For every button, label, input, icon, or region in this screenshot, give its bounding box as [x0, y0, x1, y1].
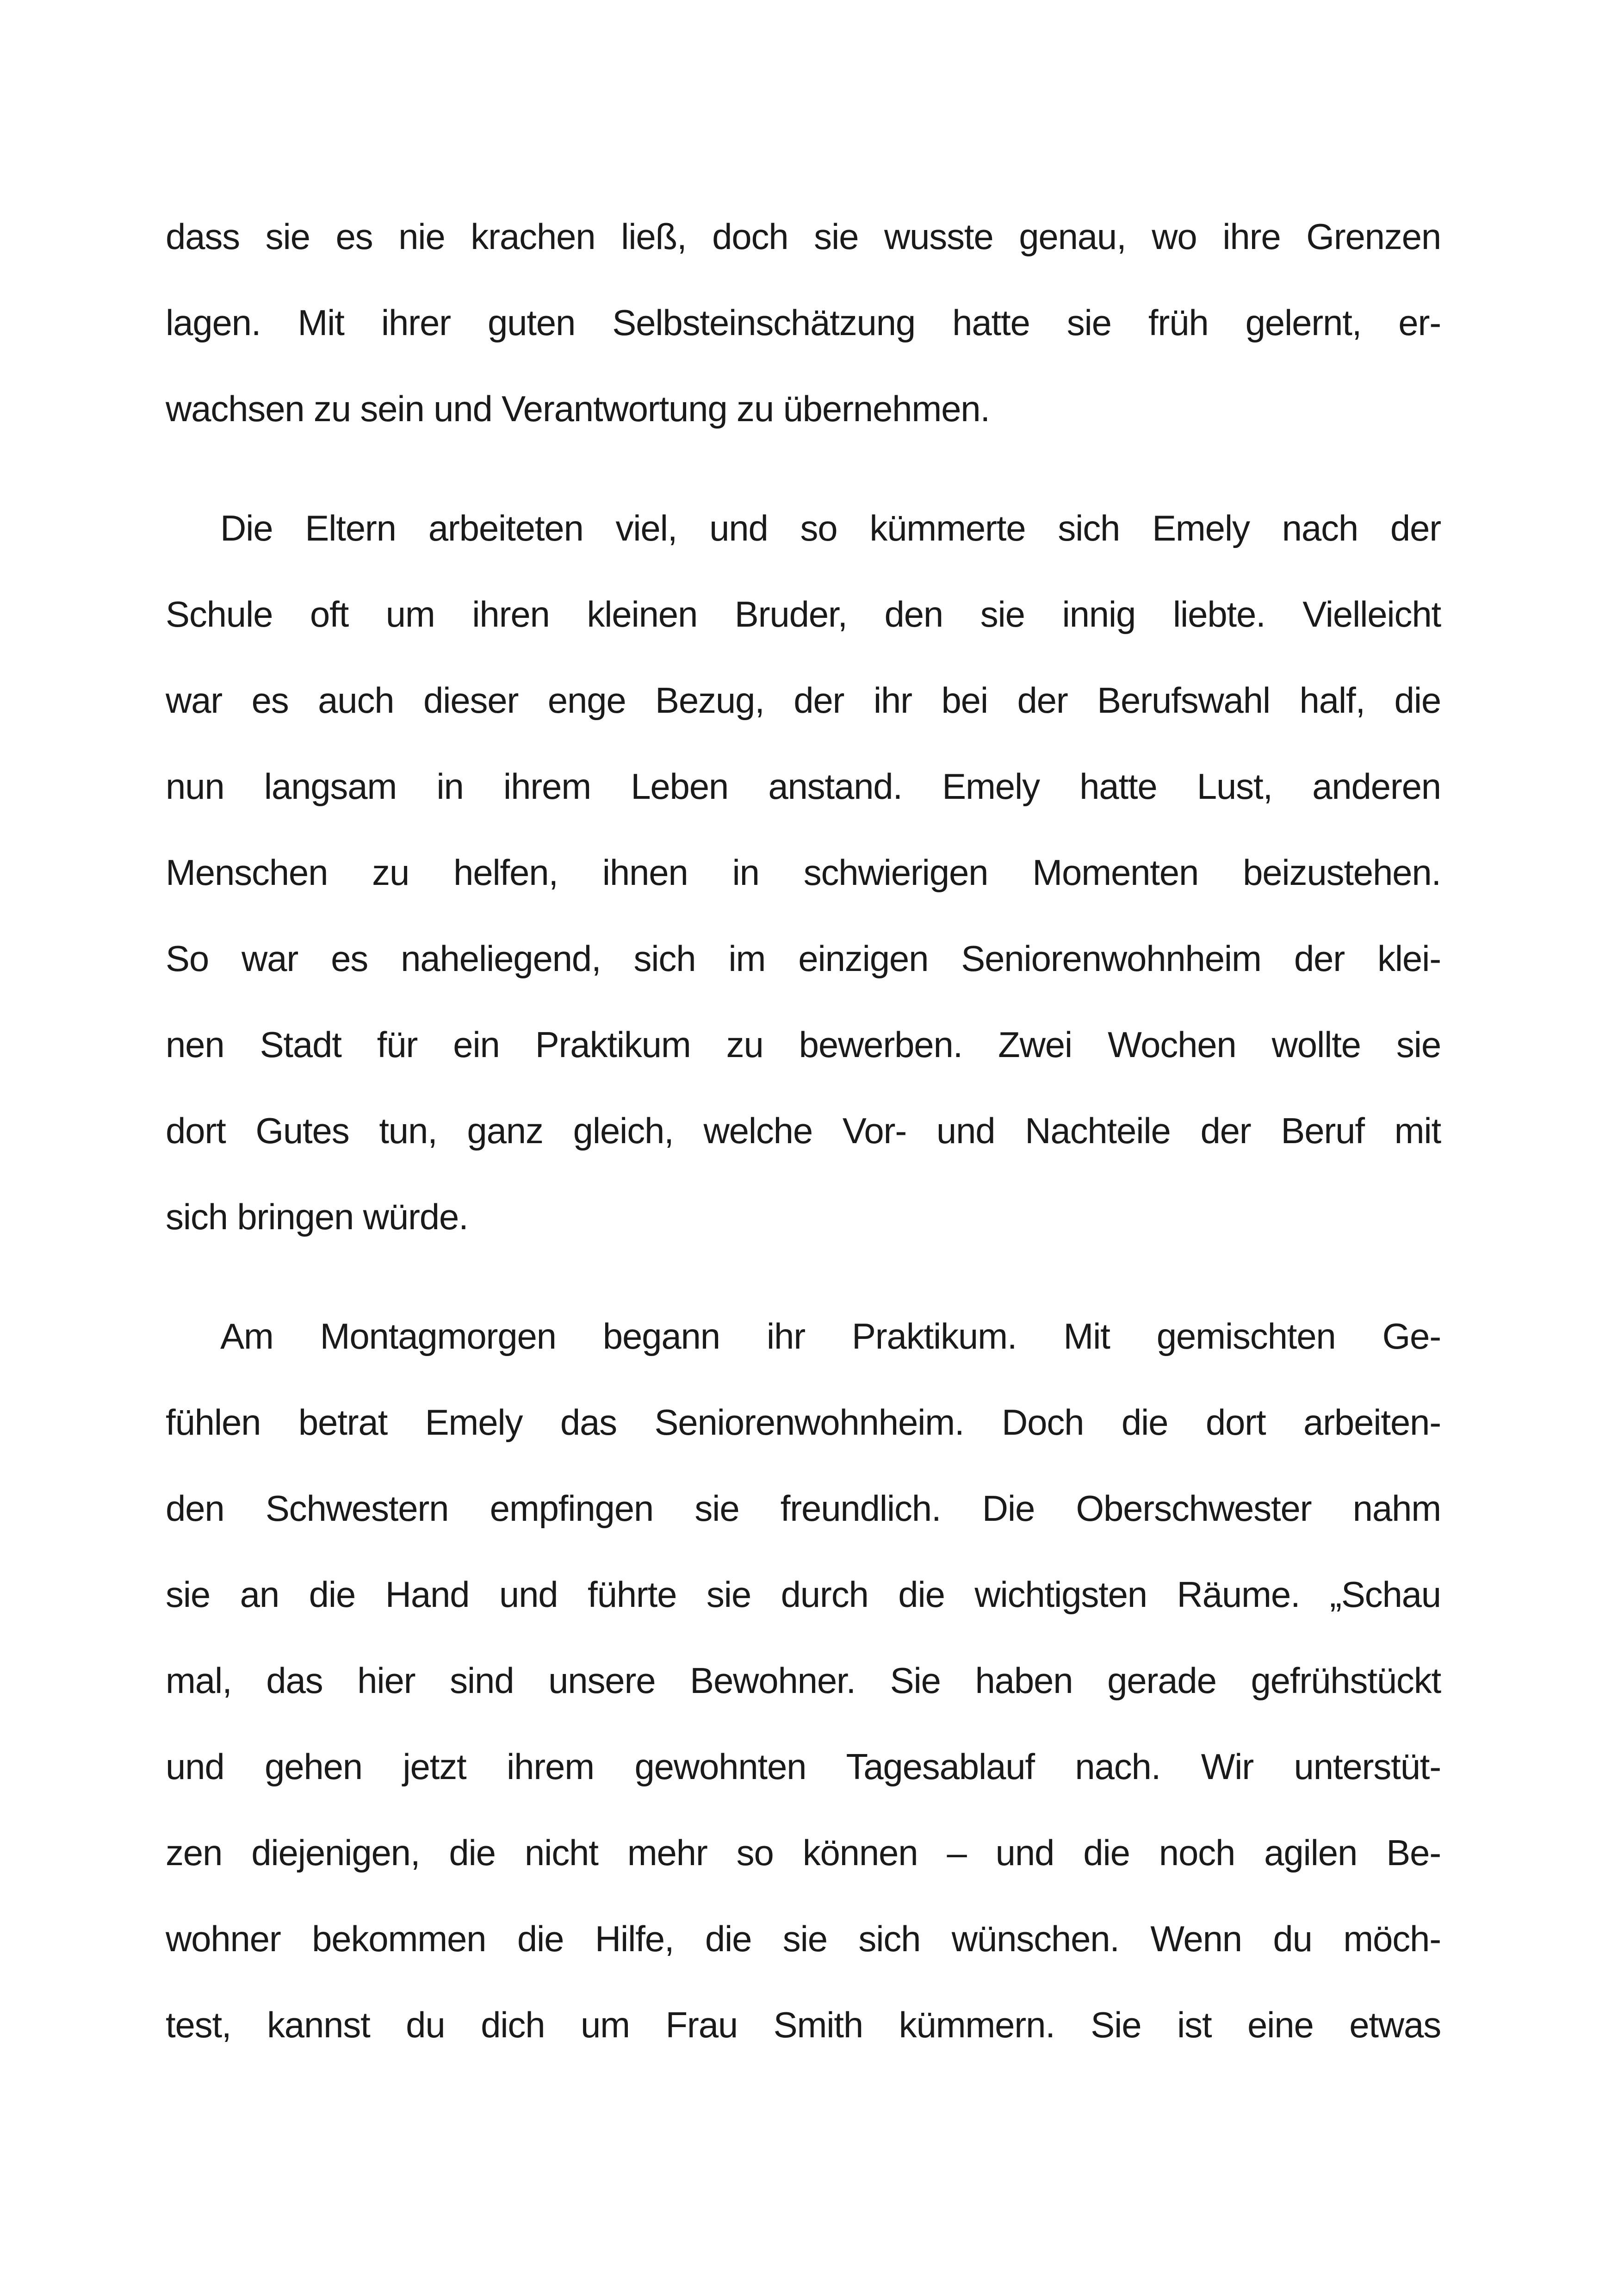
text-line: wohner bekommen die Hilfe, die sie sich wünschen. Wenn du möch-: [166, 1918, 1441, 1959]
text-line: zen diejenigen, die nicht mehr so können – und die noch agilen Be-: [166, 1832, 1441, 1873]
text-line: Schule oft um ihren kleinen Bruder, den sie innig liebte. Vielleicht: [166, 594, 1441, 635]
text-line: nen Stadt für ein Praktikum zu bewerben. Zwei Wochen wollte sie: [166, 1024, 1441, 1065]
text-line: lagen. Mit ihrer guten Selbsteinschätzung hatte sie früh gelernt, er-: [166, 302, 1441, 343]
text-line: sie an die Hand und führte sie durch die wichtigsten Räume. „Schau: [166, 1574, 1441, 1615]
text-line: wachsen zu sein und Verantwortung zu übernehmen.: [166, 388, 990, 429]
body-text: [166, 193, 1441, 2068]
text-line: mal, das hier sind unsere Bewohner. Sie haben gerade gefrühstückt: [166, 1660, 1441, 1701]
paragraph-gap: [166, 1260, 1441, 1293]
text-line: nun langsam in ihrem Leben anstand. Emely hatte Lust, anderen: [166, 766, 1441, 807]
text-line: test, kannst du dich um Frau Smith kümmern. Sie ist eine etwas: [166, 2004, 1441, 2045]
text-line: dort Gutes tun, ganz gleich, welche Vor- und Nachteile der Beruf mit: [166, 1110, 1441, 1151]
text-line: fühlen betrat Emely das Seniorenwohnheim. Doch die dort arbeiten-: [166, 1402, 1441, 1443]
text-line: So war es naheliegend, sich im einzigen Seniorenwohnheim der klei-: [166, 938, 1441, 979]
text-line: dass sie es nie krachen ließ, doch sie wusste genau, wo ihre Grenzen: [166, 216, 1441, 257]
paragraph-gap: [166, 452, 1441, 485]
text-line: war es auch dieser enge Bezug, der ihr bei der Berufswahl half, die: [166, 680, 1441, 721]
text-line: und gehen jetzt ihrem gewohnten Tagesablauf nach. Wir unterstüt-: [166, 1746, 1441, 1787]
text-line: Am Montagmorgen begann ihr Praktikum. Mit gemischten Ge-: [220, 1316, 1441, 1356]
text-line: sich bringen würde.: [166, 1196, 468, 1237]
text-line: Menschen zu helfen, ihnen in schwierigen Momenten beizustehen.: [166, 852, 1441, 893]
text-line: Die Eltern arbeiteten viel, und so kümmerte sich Emely nach der: [220, 508, 1441, 548]
text-line: den Schwestern empfingen sie freundlich. Die Oberschwester nahm: [166, 1488, 1441, 1529]
